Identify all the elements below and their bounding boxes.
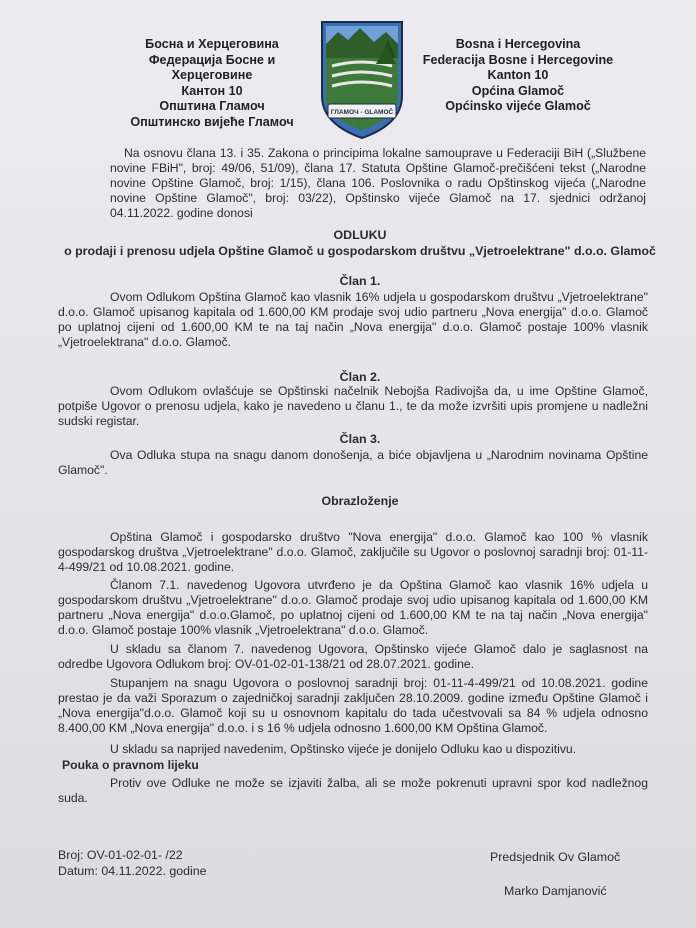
header-right-line: Bosna i Hercegovina	[455, 37, 581, 51]
preamble: Na osnovu člana 13. i 35. Zakona o principima lokalne samouprave u Federaciji BiH („Službene novine FBiH", broj: 49/06, 51/09), člana 17. Statuta Opštine Glamoč-prečišćeni tekst („Narodne novine Opštine Glamoč, broj: 1/15), člana 106. Poslovnika o radu Opštinskog vijeća („Narodne novine Opštine Glamoč", broj: 03/22), Opštinsko vijeće Glamoč na 17. sjednici održanoj 04.11.2022. godine donosi	[110, 146, 646, 220]
obrazlozenje-heading: Obrazloženje	[321, 494, 399, 508]
header-left-line: Општина Гламоч	[159, 99, 265, 113]
signer-name: Marko Damjanović	[504, 884, 607, 898]
article-2-text: Ovom Odlukom ovlašćuje se Opštinski načelnik Nebojša Radivojša da, u ime Opštine Glamoč, potpiše Ugovor o prenosu udjela, kako je navedeno u članu 1., te da može izvršiti upis promjene u nadležni sudski registar.	[58, 384, 648, 428]
header-right-line: Federacija Bosne i Hercegovine	[422, 52, 614, 67]
article-1-text: Ovom Odlukom Opština Glamoč kao vlasnik 16% udjela u gospodarskom društvu „Vjetroelektrane" d.o.o. Glamoč upisanog kapitala od 1.600,00 KM prodaje svoj udio partneru „Nova energija" d.o.o. Glamoč po uplatnoj cijeni od 1.600,00 KM te na taj način „Nova energija" d.o.o. Glamoč postaje 100% vlasnik „Vjetroelektrana" d.o.o. Glamoč.	[58, 290, 648, 349]
obrazlozenje-paragraph: Članom 7.1. navedenog Ugovora utvrđeno je da Opština Glamoč kao vlasnik 16% udjela u gospodarskom društvu „Vjetroelektrane" d.o.o. Glamoč prodaje svoj udio upisanog kapitala od 1.600,00 KM partneru „Nova energija" d.o.o.Glamoč, po uplatnoj cijeni od 1.600,00 KM te na taj način „Nova energija" d.o.o. Glamoč postaje 100% vlasnik „Vjetroelektrana" d.o.o. Glamoč.	[58, 578, 648, 637]
decision-title: ODLUKU	[333, 228, 387, 242]
header-right-line: Općinsko vijeće Glamoč	[445, 99, 591, 113]
decision-subtitle: o prodaji i prenosu udjela Opštine Glamoč u gospodarskom društvu „Vjetroelektrane" d.o.o. Glamoč	[64, 244, 656, 258]
municipality-crest-icon	[318, 18, 406, 142]
signer-title: Predsjednik Ov Glamoč	[490, 850, 621, 864]
header-left	[112, 37, 312, 130]
header-left-line: Босна и Херцеговина	[145, 37, 279, 51]
document-number: Broj: OV-01-02-01- /22	[58, 848, 183, 862]
header-left-line: Општинско вијеће Гламоч	[130, 114, 294, 129]
crest-label: ГЛАМОЧ - GLAMOČ	[330, 109, 394, 116]
article-1-heading: Član 1.	[339, 274, 381, 288]
header-right-line: Kanton 10	[487, 68, 549, 82]
header-left-line: Федерација Босне и Херцеговине	[148, 52, 276, 82]
obrazlozenje-paragraph: U skladu sa naprijed navedenim, Opštinsko vijeće je donijelo Odluku kao u dispozitivu.	[110, 742, 577, 756]
pouka-text: Protiv ove Odluke ne može se izjaviti žalba, ali se može pokrenuti upravni spor kod nadležnog suda.	[58, 776, 648, 805]
pouka-heading: Pouka o pravnom lijeku	[62, 758, 199, 772]
header-right	[418, 37, 618, 115]
obrazlozenje-paragraph: U skladu sa članom 7. navedenog Ugovora, Opštinsko vijeće Glamoč dalo je saglasnost na odredbe Ugovora Odlukom broj: OV-01-02-01-138/21 od 28.07.2021. godine.	[58, 642, 648, 671]
article-2-heading: Član 2.	[339, 370, 381, 384]
document-date: Datum: 04.11.2022. godine	[58, 864, 207, 878]
article-3-text: Ova Odluka stupa na snagu danom donošenja, a biće objavljena u „Narodnim novinama Opštine Glamoč".	[58, 448, 648, 477]
article-3-heading: Član 3.	[339, 432, 381, 446]
obrazlozenje-paragraph: Opština Glamoč i gospodarsko društvo "Nova energija" d.o.o. Glamoč kao 100 % vlasnik gospodarskog društva „Vjetroelektrane" d.o.o. Glamoč, zaključile su Ugovor o poslovnoj saradnji broj: 01-11-4-499/21 od 10.08.2021. godine.	[58, 530, 648, 574]
obrazlozenje-paragraph: Stupanjem na snagu Ugovora o poslovnoj saradnji broj: 01-11-4-499/21 od 10.08.2021. godine prestao je da važi Sporazum o zajedničkoj saradnji zaključen 28.10.2009. godine između Opštine Glamoč i „Nova energija"d.o.o. Glamoč koji su u osnovnom kapitalu do tada učestvovali sa 84 % udjela odnosno 8.400,00 KM „Nova energija" d.o.o. i s 16 % udjela odnosno 1.600,00 KM Opština Glamoč.	[58, 676, 648, 735]
header-left-line: Кантон 10	[181, 83, 243, 98]
header-right-line: Općina Glamoč	[471, 83, 565, 98]
